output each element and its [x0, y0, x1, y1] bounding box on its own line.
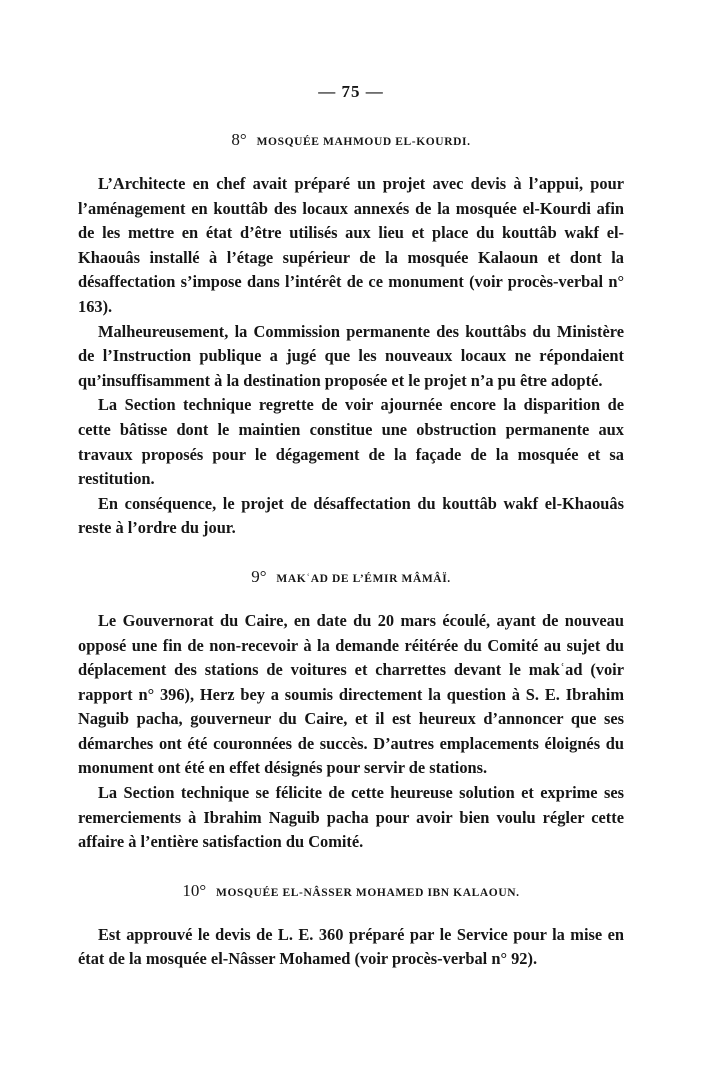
section-10: [78, 881, 624, 972]
section-heading: [78, 567, 624, 587]
paragraph: Le Gouvernorat du Caire, en date du 20 mars écoulé, ayant de nouveau opposé une fin de non-recevoir à la demande réitérée du Comité au sujet du déplacement des stations de voitures et charrettes devant le makʿad (voir rapport n° 396), Herz bey a soumis directement la question à S. E. Ibrahim Naguib pacha, gouverneur du Caire, et il est heureux d’annoncer que ses démarches ont été couronnées de succès. D’autres emplacements éloignés du monument ont été en effet désignés pour servir de stations.: [78, 610, 624, 778]
section-heading: [78, 881, 624, 901]
section-9: [78, 567, 624, 855]
section-number: 9°: [251, 566, 267, 586]
paragraph: La Section technique regrette de voir ajournée encore la disparition de cette bâtisse dont le maintien constitue une obstruction permanente aux travaux proposés pour le dégagement de la façade de la mosquée et sa restitution.: [78, 395, 624, 489]
section-title: MOSQUÉE MAHMOUD EL-KOURDI.: [256, 136, 471, 148]
paragraph: En conséquence, le projet de désaffectation du kouttâb wakf el-Khaouâs reste à l’ordre du jour.: [78, 493, 624, 538]
page-number: — 75 —: [318, 82, 384, 101]
section-heading: [78, 130, 624, 150]
paragraph: L’Architecte en chef avait préparé un projet avec devis à l’appui, pour l’aménagement en kouttâb des locaux annexés de la mosquée el-Kourdi afin de les mettre en état d’être utilisés aux lieu et place du kouttâb wakf el-Khaouâs installé à l’étage supérieur de la mosquée Kalaoun et dont la désaffectation s’impose dans l’intérêt de ce monument (voir procès-verbal n° 163).: [78, 174, 624, 316]
section-8: [78, 130, 624, 541]
book-page: [78, 82, 624, 972]
section-title: MAKʿAD DE L’ÉMIR MÂMÂÏ.: [276, 572, 451, 585]
paragraph: Malheureusement, la Commission permanente des kouttâbs du Ministère de l’Instruction publique a jugé que les nouveaux locaux ne répondaient qu’insuffisamment à la destination proposée et le projet n’a pu être adopté.: [78, 321, 624, 390]
section-title: MOSQUÉE EL-NÂSSER MOHAMED IBN KALAOUN.: [216, 886, 520, 899]
section-number: 8°: [231, 130, 247, 149]
section-number: 10°: [182, 880, 207, 900]
paragraph: La Section technique se félicite de cette heureuse solution et exprime ses remerciements à Ibrahim Naguib pacha pour avoir bien voulu régler cette affaire à l’entière satisfaction du Comité.: [78, 783, 624, 852]
paragraph: Est approuvé le devis de L. E. 360 préparé par le Service pour la mise en état de la mosquée el-Nâsser Mohamed (voir procès-verbal n° 92).: [78, 924, 624, 969]
